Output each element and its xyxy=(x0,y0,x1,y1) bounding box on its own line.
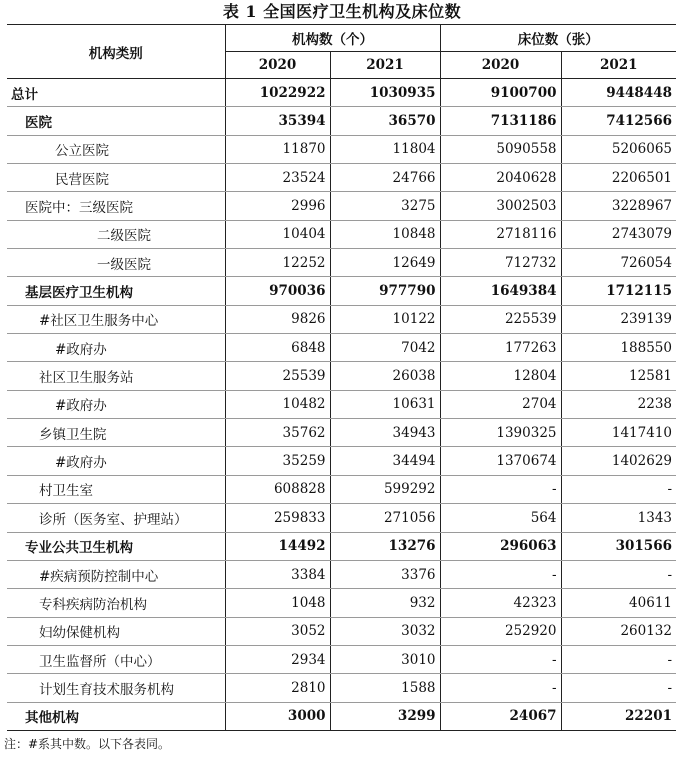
cell-value: - xyxy=(561,674,676,702)
cell-value: 932 xyxy=(330,589,440,617)
table-header xyxy=(7,25,676,79)
cell-value: 26038 xyxy=(330,362,440,390)
table-row xyxy=(7,192,676,220)
cell-value: 1022922 xyxy=(225,79,330,107)
cell-value: 1370674 xyxy=(440,447,561,475)
table-body xyxy=(7,79,676,731)
cell-value: 564 xyxy=(440,504,561,532)
table-row xyxy=(7,334,676,362)
cell-value: 3000 xyxy=(225,702,330,730)
cell-value: 2718116 xyxy=(440,220,561,248)
row-label: 基层医疗卫生机构 xyxy=(7,277,225,305)
cell-value: 1588 xyxy=(330,674,440,702)
row-label: 其他机构 xyxy=(7,702,225,730)
header-year: 2021 xyxy=(330,52,440,79)
cell-value: 260132 xyxy=(561,617,676,645)
cell-value: - xyxy=(561,645,676,673)
cell-value: 2238 xyxy=(561,390,676,418)
table-row xyxy=(7,220,676,248)
header-year: 2021 xyxy=(561,52,676,79)
cell-value: 3299 xyxy=(330,702,440,730)
cell-value: - xyxy=(440,475,561,503)
cell-value: 11804 xyxy=(330,135,440,163)
row-label: 专业公共卫生机构 xyxy=(7,532,225,560)
row-label: 卫生监督所（中心） xyxy=(7,645,225,673)
table-row xyxy=(7,475,676,503)
cell-value: 7042 xyxy=(330,334,440,362)
cell-value: 24766 xyxy=(330,164,440,192)
footnote: 注：#系其中数。以下各表同。 xyxy=(4,736,171,751)
cell-value: 1402629 xyxy=(561,447,676,475)
cell-value: 10404 xyxy=(225,220,330,248)
table-row xyxy=(7,277,676,305)
table-row xyxy=(7,390,676,418)
cell-value: 5090558 xyxy=(440,135,561,163)
table-row xyxy=(7,504,676,532)
cell-value: 726054 xyxy=(561,249,676,277)
cell-value: 1343 xyxy=(561,504,676,532)
table-row xyxy=(7,645,676,673)
cell-value: 7412566 xyxy=(561,107,676,135)
cell-value: 36570 xyxy=(330,107,440,135)
table-row xyxy=(7,560,676,588)
cell-value: 42323 xyxy=(440,589,561,617)
cell-value: 3010 xyxy=(330,645,440,673)
cell-value: 9448448 xyxy=(561,79,676,107)
header-year: 2020 xyxy=(225,52,330,79)
cell-value: 10482 xyxy=(225,390,330,418)
cell-value: 239139 xyxy=(561,305,676,333)
header-year: 2020 xyxy=(440,52,561,79)
cell-value: 970036 xyxy=(225,277,330,305)
table-row xyxy=(7,362,676,390)
cell-value: 2934 xyxy=(225,645,330,673)
table-row xyxy=(7,107,676,135)
cell-value: 24067 xyxy=(440,702,561,730)
cell-value: 712732 xyxy=(440,249,561,277)
cell-value: 25539 xyxy=(225,362,330,390)
row-label: 总计 xyxy=(7,79,225,107)
table-row xyxy=(7,305,676,333)
cell-value: 3376 xyxy=(330,560,440,588)
row-label: 公立医院 xyxy=(7,135,225,163)
row-label: #政府办 xyxy=(7,334,225,362)
cell-value: 11870 xyxy=(225,135,330,163)
cell-value: 40611 xyxy=(561,589,676,617)
cell-value: 3032 xyxy=(330,617,440,645)
table-title: 表 1 全国医疗卫生机构及床位数 xyxy=(222,2,462,21)
cell-value: 9826 xyxy=(225,305,330,333)
cell-value: - xyxy=(440,560,561,588)
cell-value: 1712115 xyxy=(561,277,676,305)
table-row xyxy=(7,617,676,645)
cell-value: 3228967 xyxy=(561,192,676,220)
cell-value: 301566 xyxy=(561,532,676,560)
cell-value: 3052 xyxy=(225,617,330,645)
cell-value: 599292 xyxy=(330,475,440,503)
cell-value: 2996 xyxy=(225,192,330,220)
table-row xyxy=(7,135,676,163)
table-row xyxy=(7,419,676,447)
table-row xyxy=(7,249,676,277)
cell-value: 1048 xyxy=(225,589,330,617)
cell-value: 34943 xyxy=(330,419,440,447)
cell-value: 35762 xyxy=(225,419,330,447)
row-label: 妇幼保健机构 xyxy=(7,617,225,645)
cell-value: 3002503 xyxy=(440,192,561,220)
cell-value: 608828 xyxy=(225,475,330,503)
cell-value: 259833 xyxy=(225,504,330,532)
cell-value: 188550 xyxy=(561,334,676,362)
cell-value: 14492 xyxy=(225,532,330,560)
cell-value: 10848 xyxy=(330,220,440,248)
cell-value: 1649384 xyxy=(440,277,561,305)
cell-value: 296063 xyxy=(440,532,561,560)
cell-value: 2743079 xyxy=(561,220,676,248)
row-label: 民营医院 xyxy=(7,164,225,192)
cell-value: 7131186 xyxy=(440,107,561,135)
cell-value: 977790 xyxy=(330,277,440,305)
row-label: 医院中：三级医院 xyxy=(7,192,225,220)
cell-value: 12581 xyxy=(561,362,676,390)
cell-value: 1030935 xyxy=(330,79,440,107)
cell-value: 13276 xyxy=(330,532,440,560)
cell-value: 23524 xyxy=(225,164,330,192)
cell-value: 12252 xyxy=(225,249,330,277)
cell-value: 2704 xyxy=(440,390,561,418)
cell-value: - xyxy=(561,475,676,503)
cell-value: 2040628 xyxy=(440,164,561,192)
cell-value: 271056 xyxy=(330,504,440,532)
table-row xyxy=(7,674,676,702)
cell-value: 2206501 xyxy=(561,164,676,192)
row-label: 医院 xyxy=(7,107,225,135)
cell-value: 225539 xyxy=(440,305,561,333)
cell-value: 34494 xyxy=(330,447,440,475)
table-row xyxy=(7,532,676,560)
cell-value: 1417410 xyxy=(561,419,676,447)
cell-value: 10631 xyxy=(330,390,440,418)
row-label: 村卫生室 xyxy=(7,475,225,503)
table-row xyxy=(7,447,676,475)
cell-value: 252920 xyxy=(440,617,561,645)
cell-value: - xyxy=(561,560,676,588)
header-institution-count: 机构数（个） xyxy=(225,25,440,52)
cell-value: 9100700 xyxy=(440,79,561,107)
institution-table xyxy=(7,24,676,731)
table-row xyxy=(7,164,676,192)
cell-value: 5206065 xyxy=(561,135,676,163)
cell-value: 6848 xyxy=(225,334,330,362)
cell-value: 2810 xyxy=(225,674,330,702)
cell-value: 12804 xyxy=(440,362,561,390)
cell-value: - xyxy=(440,645,561,673)
cell-value: 12649 xyxy=(330,249,440,277)
row-label: #社区卫生服务中心 xyxy=(7,305,225,333)
cell-value: 177263 xyxy=(440,334,561,362)
cell-value: 10122 xyxy=(330,305,440,333)
cell-value: 35394 xyxy=(225,107,330,135)
table-row xyxy=(7,79,676,107)
row-label: 专科疾病防治机构 xyxy=(7,589,225,617)
row-label: 乡镇卫生院 xyxy=(7,419,225,447)
row-label: #政府办 xyxy=(7,390,225,418)
cell-value: - xyxy=(440,674,561,702)
header-bed-count: 床位数（张） xyxy=(440,25,676,52)
row-label: 诊所（医务室、护理站） xyxy=(7,504,225,532)
header-category: 机构类别 xyxy=(7,25,225,79)
cell-value: 1390325 xyxy=(440,419,561,447)
table-row xyxy=(7,589,676,617)
row-label: 社区卫生服务站 xyxy=(7,362,225,390)
row-label: 一级医院 xyxy=(7,249,225,277)
cell-value: 3275 xyxy=(330,192,440,220)
row-label: #疾病预防控制中心 xyxy=(7,560,225,588)
row-label: 计划生育技术服务机构 xyxy=(7,674,225,702)
table-row xyxy=(7,702,676,730)
cell-value: 35259 xyxy=(225,447,330,475)
row-label: #政府办 xyxy=(7,447,225,475)
cell-value: 3384 xyxy=(225,560,330,588)
row-label: 二级医院 xyxy=(7,220,225,248)
cell-value: 22201 xyxy=(561,702,676,730)
